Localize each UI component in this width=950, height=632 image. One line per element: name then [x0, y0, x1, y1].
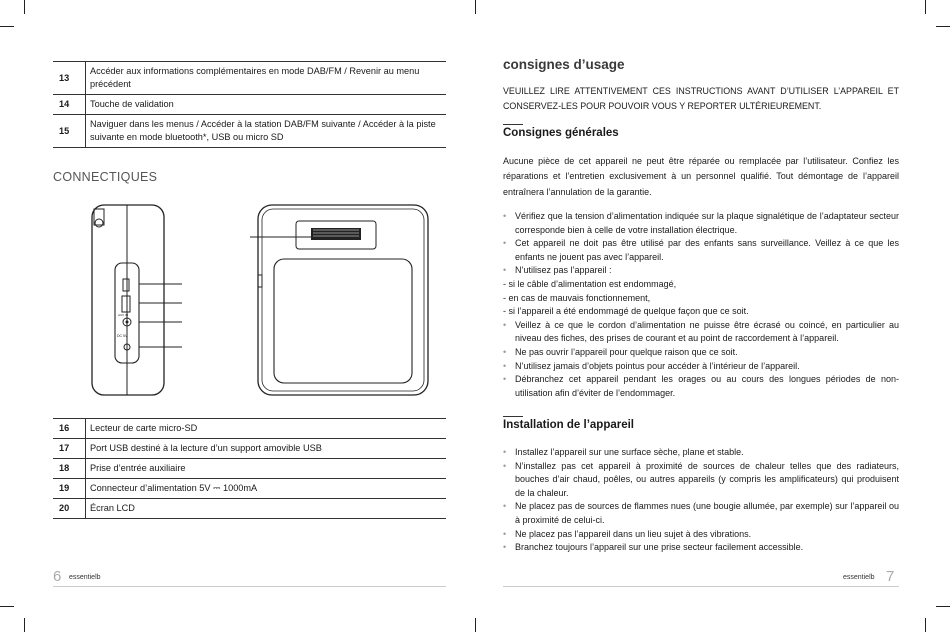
brand-logo: essentielb	[69, 574, 101, 581]
heading-rule	[503, 124, 523, 125]
table-row	[53, 62, 446, 95]
table-row	[53, 499, 446, 519]
section-title-connectiques: CONNECTIQUES	[53, 170, 158, 184]
device-side-view	[92, 205, 182, 395]
controls-table-top	[53, 61, 446, 148]
row-description: Écran LCD	[90, 503, 135, 513]
bullet-icon: •	[503, 542, 507, 553]
row-description: Port USB destiné à la lecture d’un support amovible USB	[90, 443, 322, 453]
footer-rule	[53, 586, 446, 587]
table-row	[53, 419, 446, 439]
table-row	[53, 439, 446, 459]
page-number: 6	[53, 568, 62, 585]
general-paragraph: Aucune pièce de cet appareil ne peut être réparée ou remplacée par l’utilisateur. Confiez les réparations et l’entretien exclusivement à un personnel qualifié. Tout démontage de l’appareil entraînera l’annulation de la garantie.	[503, 156, 899, 197]
page-number: 7	[886, 568, 895, 585]
general-heading: Consignes générales	[503, 127, 619, 139]
list-item: • Ne pas ouvrir l’appareil pour quelque raison que ce soit.	[503, 346, 899, 360]
list-item: • N’utilisez pas l’appareil :	[503, 264, 899, 278]
bullet-icon: •	[503, 319, 507, 330]
bullet-icon: •	[503, 238, 507, 249]
page-title: consignes d’usage	[503, 57, 625, 72]
row-number: 19	[53, 479, 86, 499]
list-item: • Veillez à ce que le cordon d’alimentation ne puisse être écrasé ou coincé, en particulier au niveau des fiches, des prises de courant et au point de raccordement à l’appareil.	[503, 319, 899, 344]
intro-text: VEUILLEZ LIRE ATTENTIVEMENT CES INSTRUCTIONS AVANT D’UTILISER L’APPAREIL ET CONSERVEZ-LES POUR POUVOIR VOUS Y REPORTER ULTÉRIEUREMENT.	[503, 86, 899, 112]
list-item: • N’utilisez jamais d’objets pointus pour accéder à l’intérieur de l’appareil.	[503, 360, 899, 374]
list-item: • Vérifiez que la tension d’alimentation indiquée sur la plaque signalétique de l’adaptateur secteur corresponde bien à celle de votre installation électrique.	[503, 211, 899, 235]
bullet-icon: •	[503, 447, 507, 457]
row-number: 15	[53, 115, 86, 148]
list-item: • Branchez toujours l’appareil sur une prise secteur facilement accessible.	[503, 541, 899, 555]
brand-logo: essentielb	[843, 574, 875, 581]
heading-rule	[503, 416, 523, 417]
panel-label: DC 5V	[117, 334, 128, 338]
row-number: 20	[53, 499, 86, 519]
controls-table-bottom	[53, 418, 446, 519]
bullet-icon: •	[503, 374, 507, 385]
list-item: - si le câble d’alimentation est endommagé,	[503, 278, 677, 289]
row-number: 17	[53, 439, 86, 459]
list-item: - en cas de mauvais fonctionnement,	[503, 292, 651, 303]
bullet-icon: •	[503, 211, 507, 221]
bullet-icon: •	[503, 501, 507, 512]
table-row	[53, 115, 446, 148]
footer-rule	[503, 586, 899, 587]
row-description: Lecteur de carte micro-SD	[90, 423, 198, 433]
list-item: • Cet appareil ne doit pas être utilisé par des enfants sans surveillance. Veillez à ce que les enfants ne jouent pas avec l’appareil.	[503, 238, 899, 262]
list-item: • N’installez pas cet appareil à proximité de sources de chaleur telles que des radiateurs, bouches d’air chaud, poêles, ou autres appareils (y compris les amplificateurs) qui produisent de la chaleur.	[503, 460, 899, 498]
list-item: • Ne placez pas de sources de flammes nues (une bougie allumée, par exemple) sur l’appareil ou à proximité de celui-ci.	[503, 501, 899, 525]
list-item: • Ne placez pas l’appareil dans un lieu sujet à des vibrations.	[503, 528, 899, 542]
general-list	[503, 210, 899, 400]
list-item: • Installez l’appareil sur une surface sèche, plane et stable.	[503, 446, 899, 460]
row-number: 14	[53, 95, 86, 115]
panel-label: AUX IN	[118, 313, 129, 317]
row-description: Accéder aux informations complémentaires en mode DAB/FM / Revenir au menu précédent	[90, 66, 420, 89]
install-heading: Installation de l’appareil	[503, 419, 635, 431]
install-list	[503, 446, 899, 555]
bullet-icon: •	[503, 360, 507, 371]
device-front-view	[250, 205, 428, 395]
bullet-icon: •	[503, 528, 507, 539]
row-number: 18	[53, 459, 86, 479]
row-number: 16	[53, 419, 86, 439]
row-description: Prise d’entrée auxiliaire	[90, 463, 186, 473]
right-page	[475, 0, 950, 632]
row-number: 13	[53, 62, 86, 95]
table-row	[53, 459, 446, 479]
list-item: • Débranchez cet appareil pendant les orages ou au cours des longues périodes de non-utilisation afin d’éviter de l’endommager.	[503, 374, 899, 398]
connectors-diagram	[80, 195, 440, 405]
table-row	[53, 479, 446, 499]
row-description: Touche de validation	[90, 99, 174, 109]
row-description: Connecteur d’alimentation 5V ⎓ 1000mA	[90, 483, 258, 493]
bullet-icon: •	[503, 265, 507, 276]
row-description: Naviguer dans les menus / Accéder à la station DAB/FM suivante / Accéder à la piste suivante en mode bluetooth*, USB ou micro SD	[90, 119, 436, 142]
bullet-icon: •	[503, 346, 507, 357]
list-item: - si l’appareil a été endommagé de quelque façon que ce soit.	[503, 306, 749, 317]
table-row	[53, 95, 446, 115]
bullet-icon: •	[503, 460, 507, 471]
